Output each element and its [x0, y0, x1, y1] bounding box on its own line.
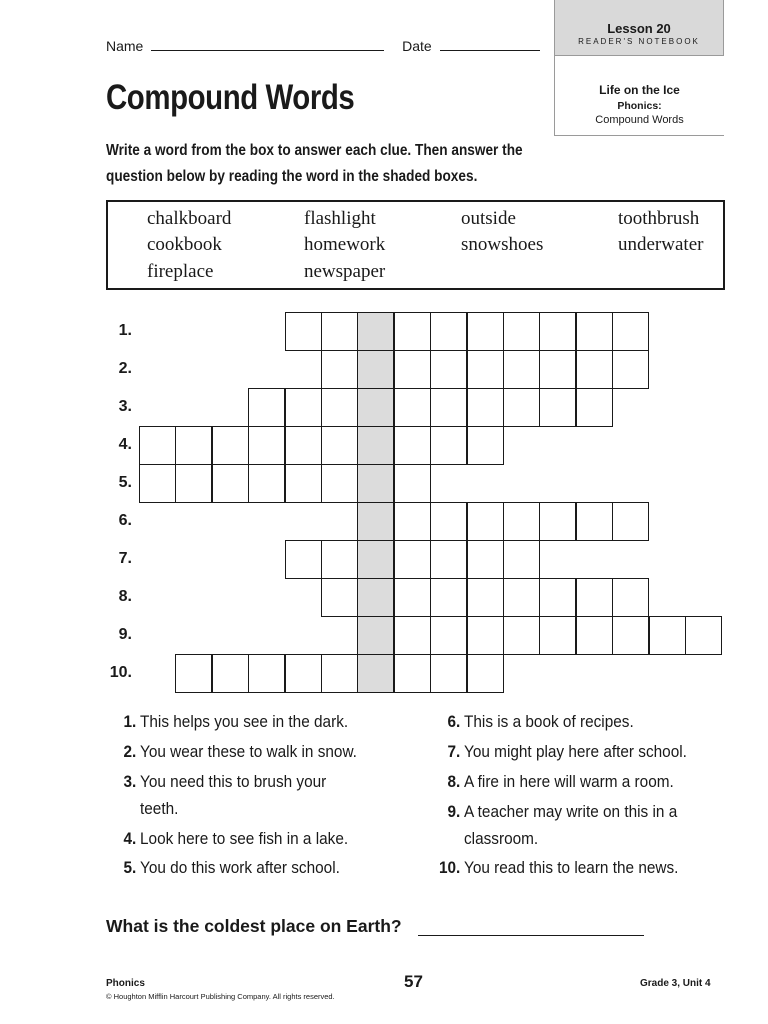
- grid-cell[interactable]: [467, 540, 504, 579]
- grid-cell[interactable]: [576, 502, 613, 541]
- clue-text: A fire in here will warm a room.: [464, 773, 674, 791]
- grid-cell[interactable]: [467, 578, 504, 617]
- grid-cell[interactable]: [285, 426, 322, 465]
- grid-cell[interactable]: [321, 654, 358, 693]
- grid-cell[interactable]: [394, 426, 431, 465]
- row-number: 6.: [118, 512, 132, 529]
- clue-text: You do this work after school.: [140, 859, 340, 877]
- grid-cell[interactable]: [576, 388, 613, 427]
- clue-item: [123, 709, 382, 736]
- shaded-cell[interactable]: [357, 464, 394, 503]
- clue-item: [447, 709, 724, 736]
- word-bank-item: flashlight: [304, 208, 376, 229]
- grid-cell[interactable]: [576, 578, 613, 617]
- word-bank-item: underwater: [618, 234, 704, 255]
- clue-item: [123, 826, 391, 853]
- shaded-cell[interactable]: [357, 502, 394, 541]
- row-number: 7.: [118, 550, 132, 567]
- shaded-cell[interactable]: [357, 388, 394, 427]
- word-bank-item: snowshoes: [461, 234, 544, 255]
- grid-cell[interactable]: [503, 350, 540, 389]
- instructions: Write a word from the box to answer each clue. Then answer the question below by reading the word in the shaded boxes.: [106, 142, 523, 185]
- grid-cell[interactable]: [394, 540, 431, 579]
- grid-cell[interactable]: [467, 654, 504, 693]
- grid-cell[interactable]: [285, 540, 322, 579]
- clue-item: [447, 769, 724, 796]
- grid-cell[interactable]: [467, 312, 504, 351]
- grid-cell[interactable]: [394, 464, 431, 503]
- grid-cell[interactable]: [430, 502, 467, 541]
- grid-cell[interactable]: [285, 464, 322, 503]
- clue-item: [447, 739, 734, 766]
- grid-cell[interactable]: [467, 388, 504, 427]
- grid-cell[interactable]: [467, 502, 504, 541]
- grid-cell[interactable]: [503, 578, 540, 617]
- clue-number: 2.: [123, 743, 137, 761]
- grid-cell[interactable]: [175, 654, 212, 693]
- grid-cell[interactable]: [321, 350, 358, 389]
- clue-item: [123, 769, 363, 823]
- grid-cell[interactable]: [503, 312, 540, 351]
- grid-cell[interactable]: [612, 350, 649, 389]
- lesson-number: Lesson 20: [607, 21, 671, 36]
- grid-cell[interactable]: [321, 464, 358, 503]
- clue-text: A teacher may write on this in a classroom.: [464, 803, 678, 848]
- grid-cell[interactable]: [321, 312, 358, 351]
- footer-grade: Grade 3, Unit 4: [640, 978, 711, 989]
- clue-number: 5.: [123, 859, 137, 877]
- clue-number: 9.: [447, 803, 461, 821]
- word-bank-item: outside: [461, 208, 516, 229]
- grid-cell[interactable]: [539, 388, 576, 427]
- grid-cell[interactable]: [394, 350, 431, 389]
- clue-text: You read this to learn the news.: [464, 859, 679, 877]
- grid-cell[interactable]: [576, 616, 613, 655]
- lesson-box: [554, 0, 724, 56]
- page-number: 57: [404, 972, 423, 991]
- grid-cell[interactable]: [467, 616, 504, 655]
- grid-cell[interactable]: [430, 350, 467, 389]
- word-bank-item: cookbook: [147, 234, 222, 255]
- grid-cell[interactable]: [139, 464, 176, 503]
- grid-cell[interactable]: [649, 616, 686, 655]
- grid-cell[interactable]: [394, 654, 431, 693]
- clue-item: [438, 855, 724, 882]
- clue-item: [123, 739, 391, 766]
- row-number: 2.: [118, 360, 132, 377]
- grid-cell[interactable]: [175, 464, 212, 503]
- notebook-label: READER'S NOTEBOOK: [578, 37, 700, 46]
- date-label: Date: [402, 38, 432, 54]
- footer-subject: Phonics: [106, 978, 145, 989]
- row-number: 3.: [118, 398, 132, 415]
- clue-text: You might play here after school.: [464, 743, 687, 761]
- shaded-cell[interactable]: [357, 578, 394, 617]
- grid-cell[interactable]: [467, 426, 504, 465]
- row-number: 4.: [118, 436, 132, 453]
- name-date-row: [106, 38, 540, 54]
- grid-cell[interactable]: [612, 616, 649, 655]
- grid-cell[interactable]: [503, 540, 540, 579]
- grid-cell[interactable]: [539, 312, 576, 351]
- word-bank-item: newspaper: [304, 261, 386, 282]
- row-number: 9.: [118, 626, 132, 643]
- clue-item: [447, 799, 715, 853]
- grid-cell[interactable]: [212, 426, 249, 465]
- grid-cell[interactable]: [321, 540, 358, 579]
- shaded-cell[interactable]: [357, 654, 394, 693]
- name-field[interactable]: [151, 39, 384, 51]
- clue-text: You wear these to walk in snow.: [140, 743, 357, 761]
- grid-cell[interactable]: [430, 426, 467, 465]
- answer-line[interactable]: [418, 935, 644, 936]
- grid-cell[interactable]: [394, 312, 431, 351]
- grid-cell[interactable]: [539, 350, 576, 389]
- grid-cell[interactable]: [539, 578, 576, 617]
- grid-cell[interactable]: [285, 654, 322, 693]
- grid-cell[interactable]: [139, 426, 176, 465]
- row-number: 5.: [118, 474, 132, 491]
- date-field[interactable]: [440, 39, 540, 51]
- grid-cell[interactable]: [248, 426, 285, 465]
- grid-cell[interactable]: [212, 654, 249, 693]
- grid-cell[interactable]: [430, 578, 467, 617]
- story-box: [554, 56, 724, 136]
- grid-cell[interactable]: [503, 502, 540, 541]
- grid-cell[interactable]: [430, 654, 467, 693]
- grid-cell[interactable]: [503, 616, 540, 655]
- grid-cell[interactable]: [576, 350, 613, 389]
- grid-cell[interactable]: [321, 388, 358, 427]
- grid-cell[interactable]: [394, 388, 431, 427]
- grid-cell[interactable]: [503, 388, 540, 427]
- shaded-cell[interactable]: [357, 616, 394, 655]
- clue-number: 3.: [123, 773, 137, 791]
- grid-cell[interactable]: [430, 312, 467, 351]
- grid-cell[interactable]: [394, 616, 431, 655]
- clue-text: This is a book of recipes.: [464, 713, 634, 731]
- clue-number: 1.: [123, 713, 137, 731]
- word-bank-item: toothbrush: [618, 208, 700, 229]
- page-title: Compound Words: [106, 78, 355, 117]
- row-number: 8.: [118, 588, 132, 605]
- clue-number: 7.: [447, 743, 461, 761]
- clue-number: 4.: [123, 830, 137, 848]
- story-title: Life on the Ice: [599, 83, 680, 97]
- grid-cell[interactable]: [212, 464, 249, 503]
- shaded-cell[interactable]: [357, 350, 394, 389]
- grid-cell[interactable]: [321, 578, 358, 617]
- skill-label: Phonics:: [617, 100, 662, 112]
- grid-cell[interactable]: [394, 502, 431, 541]
- shaded-cell[interactable]: [357, 426, 394, 465]
- grid-cell[interactable]: [285, 312, 322, 351]
- clue-number: 8.: [447, 773, 461, 791]
- grid-cell[interactable]: [394, 578, 431, 617]
- grid-cell[interactable]: [285, 388, 322, 427]
- shaded-cell[interactable]: [357, 540, 394, 579]
- grid-cell[interactable]: [430, 616, 467, 655]
- grid-cell[interactable]: [576, 312, 613, 351]
- word-bank-item: chalkboard: [147, 208, 232, 229]
- clue-text: Look here to see fish in a lake.: [140, 830, 349, 848]
- grid-cell[interactable]: [248, 654, 285, 693]
- row-number: 10.: [109, 664, 132, 681]
- word-bank-box: [106, 200, 725, 290]
- grid-cell[interactable]: [430, 540, 467, 579]
- grid-cell[interactable]: [430, 388, 467, 427]
- clue-number: 6.: [447, 713, 461, 731]
- name-label: Name: [106, 38, 144, 54]
- grid-cell[interactable]: [467, 350, 504, 389]
- grid-cell[interactable]: [248, 388, 285, 427]
- grid-cell[interactable]: [685, 616, 722, 655]
- grid-cell[interactable]: [539, 616, 576, 655]
- word-bank-item: homework: [304, 234, 386, 255]
- grid-cell[interactable]: [612, 312, 649, 351]
- grid-cell[interactable]: [612, 502, 649, 541]
- final-question: What is the coldest place on Earth?: [106, 916, 402, 936]
- clue-text: This helps you see in the dark.: [140, 713, 349, 731]
- word-bank-item: fireplace: [147, 261, 214, 282]
- grid-cell[interactable]: [539, 502, 576, 541]
- copyright: © Houghton Mifflin Harcourt Publishing Company. All rights reserved.: [106, 992, 335, 1001]
- grid-cell[interactable]: [248, 464, 285, 503]
- grid-cell[interactable]: [175, 426, 212, 465]
- clue-number: 10.: [438, 859, 461, 877]
- skill-topic: Compound Words: [595, 114, 684, 126]
- clue-item: [123, 855, 391, 882]
- grid-cell[interactable]: [612, 578, 649, 617]
- row-number: 1.: [118, 322, 132, 339]
- shaded-cell[interactable]: [357, 312, 394, 351]
- clue-text: You need this to brush your teeth.: [140, 773, 327, 818]
- grid-cell[interactable]: [321, 426, 358, 465]
